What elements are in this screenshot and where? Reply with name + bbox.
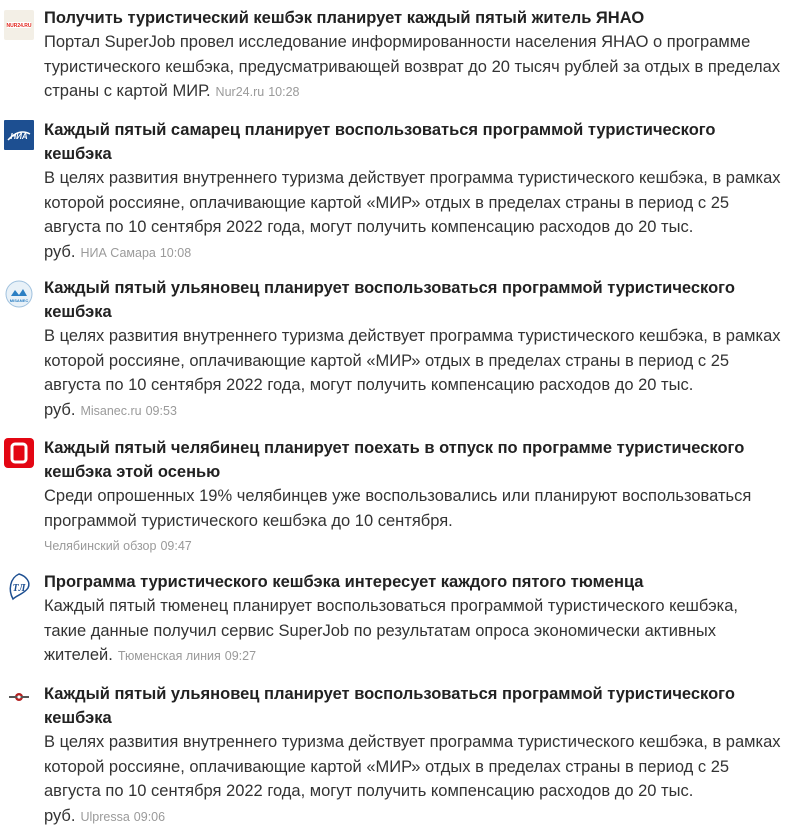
nur24-logo-icon[interactable] [4,10,34,40]
news-text [44,118,784,265]
news-text [44,570,784,669]
news-snippet [44,594,784,669]
snippet-text: Каждый пятый тюменец планирует воспользоваться программой туристического кешбэка, такие данные получил сервис SuperJob по результатам опроса экономически активных жителей. [44,597,738,664]
news-title[interactable]: Каждый пятый ульяновец планирует воспользоваться программой туристического кешбэка [44,279,735,321]
news-title[interactable]: Каждый пятый челябинец планирует поехать в отпуск по программе туристического кешбэка этой осенью [44,439,745,481]
news-meta [118,649,256,663]
snippet-text: В целях развития внутреннего туризма действует программа туристического кешбэка, в рамках которой россияне, оплачивающие картой «МИР» отдых в пределах страны в период с 25 августа по 10 сентября 2022 года, могут получить компенсацию расходов до 20 тыс. руб. [44,733,781,825]
news-snippet: Среди опрошенных 19% челябинцев уже воспользовались или планируют воспользоваться программой туристического кешбэка до 10 сентября. [44,487,752,530]
news-text [44,276,784,423]
news-source[interactable]: Тюменская линия [117,649,221,663]
svg-text:MISANEC: MISANEC [9,298,29,303]
news-source[interactable]: Ulpressa [80,809,130,824]
news-source[interactable]: НИА Самара [80,245,156,260]
news-snippet [44,30,784,105]
news-meta [80,246,191,260]
news-source[interactable]: Челябинский обзор [44,539,157,553]
news-time: 09:27 [224,649,257,663]
svg-text:NUR24.RU: NUR24.RU [6,23,32,29]
news-snippet [44,166,784,265]
news-time: 10:28 [268,85,300,99]
svg-text:ТЛ: ТЛ [12,583,26,594]
news-time: 09:53 [145,403,177,418]
news-text [44,436,784,556]
nia-samara-logo-icon[interactable] [4,120,34,150]
news-source[interactable]: Nur24.ru [215,85,265,99]
svg-text:НИА: НИА [10,132,28,141]
news-title[interactable]: Программа туристического кешбэка интересует каждого пятого тюменца [44,573,644,591]
snippet-text: Портал SuperJob провел исследование информированности населения ЯНАО о программе туристического кешбэка, предусматривающей возврат до 20 тысяч рублей за отдых в пределах страны с картой МИР. [44,33,781,100]
news-time: 09:06 [133,809,166,824]
news-title[interactable]: Каждый пятый ульяновец планирует воспользоваться программой туристического кешбэка [44,685,735,727]
news-time: 10:08 [159,245,192,260]
snippet-text: В целях развития внутреннего туризма действует программа туристического кешбэка, в рамках которой россияне, оплачивающие картой «МИР» отдых в пределах страны в период с 25 августа по 10 сентября 2022 года, могут получить компенсацию расходов до 20 тыс. руб. [44,169,781,261]
news-snippet [44,730,784,829]
news-source[interactable]: Misanec.ru [80,403,142,418]
news-time: 09:47 [160,539,192,553]
news-snippet [44,324,784,423]
news-title[interactable]: Каждый пятый самарец планирует воспользоваться программой туристического кешбэка [44,121,716,163]
news-text [44,6,784,105]
news-meta [44,536,784,556]
news-text [44,682,784,829]
snippet-text: В целях развития внутреннего туризма действует программа туристического кешбэка, в рамках которой россияне, оплачивающие картой «МИР» отдых в пределах страны в период с 25 августа по 10 сентября 2022 года, могут получить компенсацию расходов до 20 тыс. руб. [44,327,781,419]
news-meta [80,404,176,418]
misanec-logo-icon[interactable] [4,279,34,309]
news-meta [216,85,300,99]
tyumenskaya-liniya-logo-icon[interactable] [4,572,34,602]
chelyabinsky-obzor-logo-icon[interactable] [4,438,34,468]
news-meta [80,810,165,824]
ulpressa-logo-icon[interactable] [4,682,34,712]
news-title[interactable]: Получить туристический кешбэк планирует каждый пятый житель ЯНАО [44,9,645,27]
